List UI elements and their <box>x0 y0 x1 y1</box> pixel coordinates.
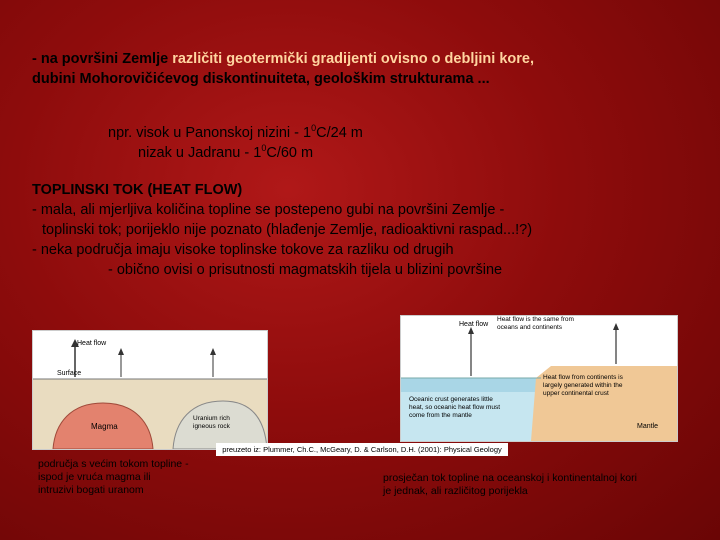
figure-right-svg <box>401 316 677 441</box>
right-note <box>383 472 637 498</box>
figure-magma-heat-flow <box>32 330 268 450</box>
figure-left-svg <box>33 331 267 449</box>
example-2-text: nizak u Jadranu - 1 <box>138 145 262 161</box>
left-note-line-1: područja s većim tokom topline - <box>38 458 189 470</box>
uranium-label: Uranium rich igneous rock <box>193 415 230 430</box>
para-line-1: - mala, ali mjerljiva količina topline se postepeno gubi na površini Zemlje - <box>32 202 505 218</box>
section-heading: TOPLINSKI TOK (HEAT FLOW) <box>32 182 243 198</box>
example-adriatic <box>138 138 313 163</box>
ocean-note: Oceanic crust generates little heat, so oceanic heat flow must come from the mantle <box>409 396 501 419</box>
mantle-label: Mantle <box>637 423 659 430</box>
continent-note: Heat flow from continents is largely generated within the upper continental crust <box>543 374 623 397</box>
intro-line <box>32 49 712 89</box>
top-note: Heat flow is the same from oceans and continents <box>497 316 574 331</box>
example-2-unit: C/60 m <box>266 145 314 161</box>
surface-label: Surface <box>57 370 82 377</box>
example-2-sup: 0 <box>261 143 267 153</box>
right-note-line-2: je jednak, ali različitog porijekla <box>383 485 528 497</box>
para-line-2: toplinski tok; porijeklo nije poznato (hlađenje Zemlje, radioaktivni raspad...!?) <box>42 222 533 238</box>
para-line-4: - obično ovisi o prisutnosti magmatskih tijela u blizini površine <box>108 262 503 278</box>
example-1-text: npr. visok u Panonskoj nizini - 1 <box>108 125 312 141</box>
figure-caption: preuzeto iz: Plummer, Ch.C., McGeary, D. & Carlson, D.H. (2001): Physical Geology <box>216 443 508 456</box>
left-note-line-3: intruzivi bogati uranom <box>38 484 144 496</box>
left-note-line-2: ispod je vruća magma ili <box>38 471 151 483</box>
intro-part-a: - na površini Zemlje <box>32 51 173 67</box>
example-1-sup: 0 <box>311 123 317 133</box>
left-note <box>38 458 189 497</box>
heat-flow-label: Heat flow <box>77 340 107 347</box>
intro-highlight-gradients: geotermički gradijenti ovisno o debljini kore, <box>222 51 534 67</box>
right-heat-flow-label: Heat flow <box>459 321 489 328</box>
magma-label: Magma <box>91 422 118 431</box>
right-note-line-1: prosječan tok topline na oceanskoj i kontinentalnoj kori <box>383 472 637 484</box>
intro-line-2: dubini Mohorovičićevog diskontinuiteta, geološkim strukturama ... <box>32 71 490 87</box>
intro-highlight-different: različiti <box>172 51 223 67</box>
para-line-3: - neka područja imaju visoke toplinske tokove za razliku od drugih <box>32 242 454 258</box>
figure-ocean-continent-heat-flow <box>400 315 678 442</box>
example-1-unit: C/24 m <box>316 125 363 141</box>
